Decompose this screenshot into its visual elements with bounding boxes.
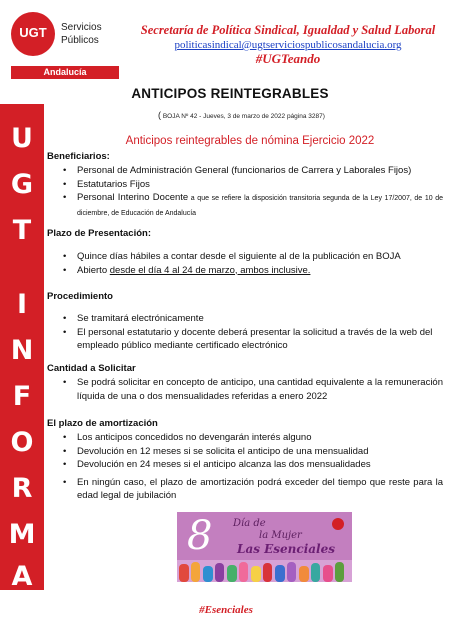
list-item-text: Personal Interino Docente: [77, 192, 189, 203]
logo-publicos: Públicos: [61, 35, 99, 46]
side-letter-r: R: [11, 473, 33, 504]
list-item: [63, 431, 443, 445]
list-item: [63, 250, 443, 264]
list-item-text: Los anticipos concedidos no devengarán interés alguno: [77, 432, 312, 443]
list-item: [63, 178, 443, 192]
list-item: [63, 376, 443, 403]
section-heading-plazo-presentacion: Plazo de Presentación:: [47, 228, 152, 239]
side-letter-i: I: [16, 289, 28, 320]
document-title: ANTICIPOS REINTEGRABLES: [131, 86, 329, 101]
list-item-text: Devolución en 12 meses si se solicita el anticipo de una mensualidad: [77, 445, 369, 457]
list-beneficiarios: [63, 164, 443, 220]
header-hashtag: #UGTeando: [255, 51, 321, 66]
list-item: [63, 312, 443, 326]
side-letter-n: N: [10, 335, 34, 366]
side-letter-o: O: [10, 427, 34, 458]
promo-line2: la Mujer: [259, 530, 302, 541]
list-item-note: a que se refiere la disposición transitoria segunda de la Ley 17/2007, de 10 de diciembre, de Educación de Andalucía: [77, 195, 444, 217]
header-email-link[interactable]: politicasindical@ugtserviciospublicosandalucia.org: [174, 39, 402, 51]
list-item: [63, 476, 443, 503]
subtitle-rest: de nómina Ejercicio 2022: [242, 135, 375, 147]
list-cantidad: [63, 376, 443, 403]
list-item: [63, 445, 443, 459]
side-letter-g: G: [10, 169, 34, 200]
side-letter-m: M: [8, 519, 36, 550]
list-item-text: Estatutarios Fijos: [77, 178, 150, 190]
list-item-text: El personal estatutario y docente deberá presentar la solicitud a través de la web del empleado público mediante certificado electrónico: [77, 326, 433, 351]
document-subtitle: [60, 135, 440, 147]
list-procedimiento: [63, 312, 443, 353]
list-item: [63, 326, 443, 353]
list-item: [63, 191, 443, 220]
logo-servicios: Servicios: [61, 22, 102, 33]
list-item: [63, 164, 443, 178]
section-heading-cantidad: Cantidad a Solicitar: [47, 363, 136, 374]
side-banner: [0, 104, 44, 590]
list-item-underlined: desde el día 4 al 24 de marzo, ambos inclusive.: [109, 264, 311, 276]
side-letter-u: U: [11, 123, 33, 154]
boja-reference: [158, 110, 325, 120]
raised-hands-illustration: [177, 560, 352, 582]
promo-number: 8: [187, 513, 213, 559]
list-item-text: Quince días hábiles a contar desde el siguiente al de la publicación en BOJA: [77, 251, 401, 262]
ugt-logo: [11, 8, 119, 80]
womens-day-image: [177, 512, 352, 582]
ugt-logo-text: UGT: [19, 25, 47, 40]
list-amortizacion: [63, 431, 443, 503]
list-item-text: Personal de Administración General (funcionarios de Carrera y Laborales Fijos): [77, 165, 412, 176]
promo-line1: Día de: [233, 518, 266, 529]
list-item-text: Se podrá solicitar en concepto de anticipo, una cantidad equivalente a la remuneración líquida de una o dos mensualidades referidas a enero 2022: [77, 377, 443, 402]
promo-line3: Las Esenciales: [237, 542, 335, 556]
promo-ugt-logo: [332, 518, 344, 530]
subtitle-main: Anticipos reintegrables: [125, 135, 242, 147]
list-plazo-presentacion: [63, 250, 443, 277]
list-item-text: En ningún caso, el plazo de amortización podrá exceder del tiempo que reste para la edad legal de jubilación: [77, 476, 443, 501]
ugt-logo-mark: [11, 12, 55, 56]
list-item-text: Se tramitará electrónicamente: [77, 313, 204, 324]
list-item: [63, 264, 443, 278]
side-letter-f: F: [12, 381, 32, 412]
boja-text: BOJA Nº 42 - Jueves, 3 de marzo de 2022 página 3287): [162, 113, 325, 120]
header: [132, 23, 444, 67]
list-item-text: Devolución en 24 meses si el anticipo alcanza las dos mensualidades: [77, 459, 371, 470]
footer-hashtag: #Esenciales: [199, 604, 253, 616]
header-title: Secretaría de Política Sindical, Igualdad y Salud Laboral: [140, 23, 436, 37]
section-heading-amortizacion: El plazo de amortización: [47, 418, 158, 429]
list-item-text: Abierto: [77, 264, 110, 276]
side-letter-t: T: [12, 215, 32, 246]
logo-region: Andalucía: [11, 66, 119, 79]
side-letter-a: A: [11, 561, 33, 592]
boja-paren: (: [158, 110, 161, 120]
section-heading-procedimiento: Procedimiento: [47, 291, 113, 302]
section-heading-beneficiarios: Beneficiarios:: [47, 151, 110, 162]
list-item: [63, 458, 443, 472]
